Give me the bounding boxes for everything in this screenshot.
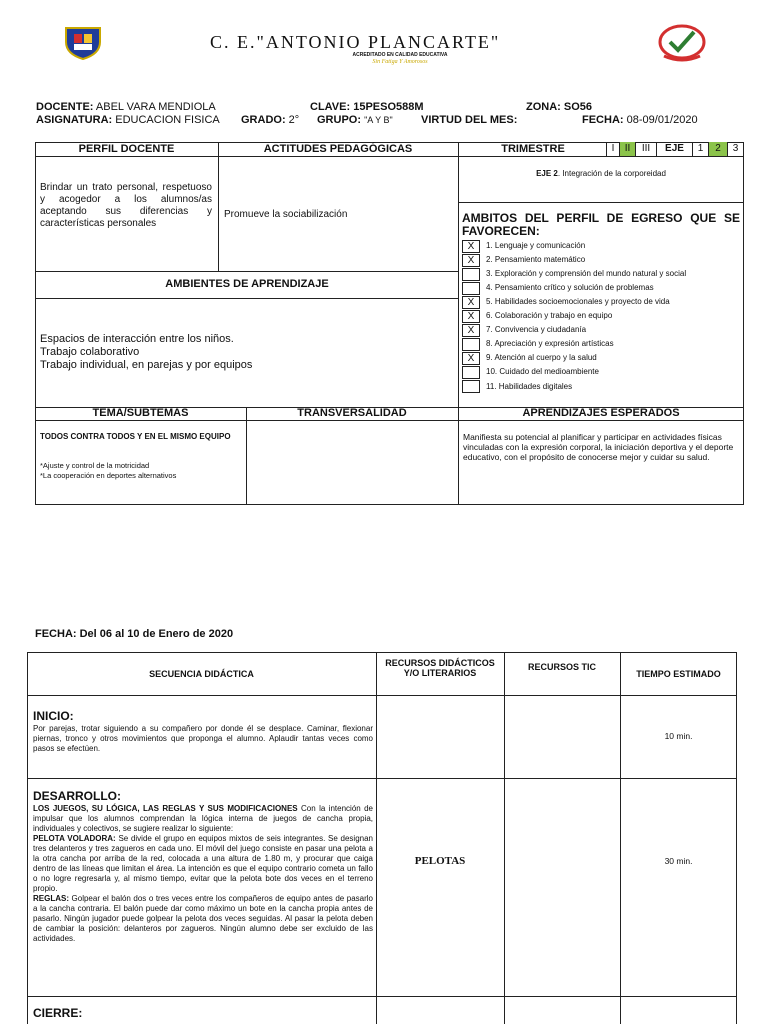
perfil-docente-text: Brindar un trato personal, respetuoso y acogedor a los alumnos/as aceptando sus diferencias y características personales bbox=[40, 182, 212, 229]
desarrollo-subtitle: LOS JUEGOS, SU LÓGICA, LAS REGLAS Y SUS MODIFICACIONES bbox=[33, 804, 298, 813]
desarrollo-title: DESARROLLO: bbox=[33, 789, 121, 803]
ambito-label-5: 5. Habilidades socioemocionales y proyecto de vida bbox=[486, 297, 670, 306]
ambito-check-5[interactable]: X bbox=[462, 296, 480, 309]
sequence-row-divider-1 bbox=[27, 778, 737, 779]
trimestre-title: TRIMESTRE bbox=[501, 143, 565, 155]
col-recursos-tic: RECURSOS TIC bbox=[527, 662, 596, 672]
eje-option-1[interactable]: 1 bbox=[692, 142, 708, 156]
trimestre-option-2-selected[interactable]: II bbox=[619, 142, 635, 156]
eje-description bbox=[458, 169, 744, 178]
ambito-check-8[interactable] bbox=[462, 338, 480, 351]
subtemas-list bbox=[40, 461, 176, 481]
ambitos-title: AMBITOS DEL PERFIL DE EGRESO QUE SE FAVORECEN: bbox=[462, 211, 740, 238]
grado-label: GRADO: bbox=[241, 114, 286, 126]
ambientes-title: AMBIENTES DE APRENDIZAJE bbox=[165, 278, 329, 290]
ambito-label-7: 7. Convivencia y ciudadanía bbox=[486, 325, 587, 334]
ambito-check-11[interactable] bbox=[462, 380, 480, 393]
accreditation-text: ACREDITADO EN CALIDAD EDUCATIVA bbox=[352, 52, 448, 58]
tema-divider-1 bbox=[246, 407, 247, 505]
asignatura-label: ASIGNATURA: bbox=[36, 114, 113, 126]
pelota-voladora-title: PELOTA VOLADORA: bbox=[33, 834, 116, 843]
perfil-docente-title: PERFIL DOCENTE bbox=[78, 143, 175, 155]
trimestre-option-3[interactable]: III bbox=[635, 142, 656, 156]
eje-option-2-selected[interactable]: 2 bbox=[708, 142, 727, 156]
col-recursos-didacticos: RECURSOS DIDÁCTICOS Y/O LITERARIOS bbox=[385, 658, 495, 678]
school-motto: Sin Fatiga Y Amorosos bbox=[372, 59, 428, 65]
tema-divider-2 bbox=[458, 407, 459, 505]
virtud-label: VIRTUD DEL MES: bbox=[421, 114, 518, 126]
grupo-label: GRUPO: bbox=[317, 114, 361, 126]
eje-option-3[interactable]: 3 bbox=[727, 142, 743, 156]
school-shield-logo bbox=[62, 24, 104, 60]
ambito-check-4[interactable] bbox=[462, 282, 480, 295]
ambito-label-1: 1. Lenguaje y comunicación bbox=[486, 241, 586, 250]
sequence-row-divider-2 bbox=[27, 996, 737, 997]
reglas-title: REGLAS: bbox=[33, 894, 69, 903]
ambientes-item-1: Espacios de interacción entre los niños. bbox=[40, 333, 234, 345]
inicio-text: Por parejas, trotar siguiendo a su compañero por donde él se desplace. Caminar, flexionar piernas, tronco y otros movimientos que proponga el alumno. Aplaudir tantas veces como pasos se efectúen. bbox=[33, 724, 373, 753]
ambientes-item-3: Trabajo individual, en parejas y por equipos bbox=[40, 359, 253, 371]
ambito-label-10: 10. Cuidado del medioambiente bbox=[486, 367, 599, 376]
pelota-voladora-text: Se divide el grupo en equipos mixtos de seis integrantes. Se designan tres delanteros y tres zagueros en cada uno. El móvil del juego consiste en pasar una pelota a la otra cancha por arriba de la red, colocada a una altura de 1.80 m, y procurar que caiga dentro de las líneas que limitan el área. La intención es que el equipo contrario cometa un fallo o no logre regresarla y, al mismo tiempo, evitar que la pelota bote dos veces en el terreno propio. bbox=[33, 834, 373, 893]
eje-text: . Integración de la corporeidad bbox=[557, 169, 666, 178]
eje-divider bbox=[458, 202, 744, 203]
ambito-label-4: 4. Pensamiento crítico y solución de problemas bbox=[486, 283, 654, 292]
quality-seal-logo bbox=[656, 22, 708, 66]
desarrollo-body bbox=[33, 804, 373, 944]
sequence-fecha-title: FECHA: Del 06 al 10 de Enero de 2020 bbox=[35, 628, 234, 640]
sequence-col-divider-3 bbox=[620, 652, 621, 1024]
tema-main: TODOS CONTRA TODOS Y EN EL MISMO EQUIPO bbox=[40, 432, 231, 441]
ambito-check-9[interactable]: X bbox=[462, 352, 480, 365]
col-tiempo-estimado: TIEMPO ESTIMADO bbox=[636, 669, 721, 679]
trimestre-option-1[interactable]: I bbox=[606, 142, 619, 156]
reglas-text: Golpear el balón dos o tres veces entre los compañeros de equipo antes de pasarlo a la cancha contraria. El balón puede dar como máximo un bote en la cancha propia antes de pasarlo. Ningún jugador puede golpear la pelota dos veces seguidas. Al pasar la pelota deben de cambiar la posición: delanteros por zagueros. Ningún alumno debe ser excluido de las actividades. bbox=[33, 894, 373, 943]
grupo-value: "A Y B" bbox=[364, 115, 393, 125]
school-name: C. E."ANTONIO PLANCARTE" bbox=[210, 32, 501, 52]
ambito-check-6[interactable]: X bbox=[462, 310, 480, 323]
ambito-check-10[interactable] bbox=[462, 366, 480, 379]
desarrollo-intro: Con la intención de impulsar que los alumnos comprendan la lógica interna de juegos de cancha propia, individuales y colectivos, se sugiere realizar lo siguiente: bbox=[33, 804, 374, 833]
zona-value: SO56 bbox=[563, 101, 593, 113]
ambito-label-2: 2. Pensamiento matemático bbox=[486, 255, 586, 264]
actitudes-text: Promueve la sociabilización bbox=[224, 209, 348, 220]
inicio-time: 10 min. bbox=[664, 731, 693, 741]
subtema-2: *La cooperación en deportes alternativos bbox=[40, 471, 177, 480]
ambito-label-3: 3. Exploración y comprensión del mundo natural y social bbox=[486, 269, 687, 278]
inicio-title: INICIO: bbox=[33, 709, 74, 723]
ambientes-item-2: Trabajo colaborativo bbox=[40, 346, 140, 358]
ambito-check-7[interactable]: X bbox=[462, 324, 480, 337]
clave-label: CLAVE: bbox=[310, 101, 351, 113]
ambito-label-11: 11. Habilidades digitales bbox=[486, 382, 573, 391]
fecha-value: 08-09/01/2020 bbox=[626, 114, 698, 126]
col-secuencia: SECUENCIA DIDÁCTICA bbox=[149, 669, 254, 679]
ambito-check-1[interactable]: X bbox=[462, 240, 480, 253]
cierre-title: CIERRE: bbox=[33, 1006, 83, 1020]
sequence-col-divider-2 bbox=[504, 652, 505, 1024]
eje-bold: EJE 2 bbox=[536, 169, 558, 178]
desarrollo-resource: PELOTAS bbox=[414, 855, 466, 867]
ambito-label-8: 8. Apreciación y expresión artísticas bbox=[486, 339, 614, 348]
tema-title: TEMA/SUBTEMAS bbox=[92, 407, 189, 419]
fecha-label: FECHA: bbox=[582, 114, 624, 126]
ambito-check-2[interactable]: X bbox=[462, 254, 480, 267]
docente-label: DOCENTE: bbox=[36, 101, 94, 113]
zona-label: ZONA: bbox=[526, 101, 561, 113]
asignatura-value: EDUCACION FISICA bbox=[115, 114, 220, 126]
ambito-check-3[interactable] bbox=[462, 268, 480, 281]
transversalidad-title: TRANSVERSALIDAD bbox=[297, 407, 407, 419]
aprendizajes-text: Manifiesta su potencial al planificar y participar en actividades físicas vinculadas con la expresión corporal, la iniciación deportiva y el deporte educativo, con el propósito de conocerse mejor y cuidar su salud. bbox=[463, 432, 734, 462]
clave-value: 15PESO588M bbox=[353, 101, 424, 113]
ambientes-list bbox=[40, 333, 252, 372]
aprendizajes-title: APRENDIZAJES ESPERADOS bbox=[522, 407, 680, 419]
desarrollo-time: 30 min. bbox=[664, 856, 693, 866]
grado-value: 2° bbox=[288, 114, 300, 126]
perfil-divider bbox=[218, 142, 219, 272]
docente-value: ABEL VARA MENDIOLA bbox=[95, 101, 216, 113]
actitudes-title: ACTITUDES PEDAGÓGICAS bbox=[263, 143, 413, 155]
subtema-1: *Ajuste y control de la motricidad bbox=[40, 461, 150, 470]
ambito-label-9: 9. Atención al cuerpo y la salud bbox=[486, 353, 597, 362]
eje-label: EJE bbox=[656, 142, 692, 156]
ambito-label-6: 6. Colaboración y trabajo en equipo bbox=[486, 311, 613, 320]
sequence-col-divider-1 bbox=[376, 652, 377, 1024]
